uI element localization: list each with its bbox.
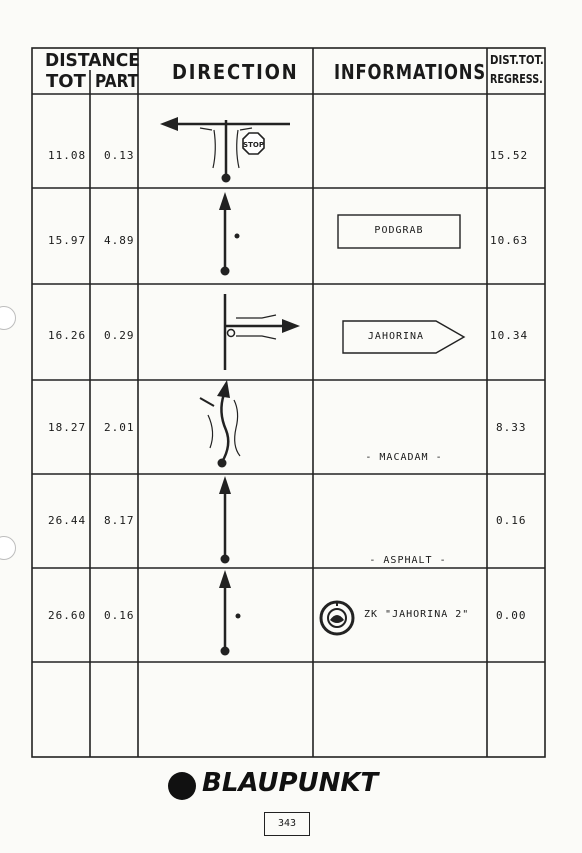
arrow-right-icon (282, 319, 300, 333)
header-part: PART (95, 71, 139, 92)
arrow-up-icon (219, 476, 231, 494)
header-distance: DISTANCE (45, 50, 140, 71)
row-5-tot: 26.44 (48, 514, 87, 527)
header-regress: REGRESS. (490, 72, 543, 86)
direction-diagram-row-4 (200, 380, 240, 468)
row-6-tot: 26.60 (48, 609, 87, 622)
landmark-dot (236, 614, 241, 619)
start-dot (221, 647, 230, 656)
header-dist-tot: DIST.TOT. (490, 53, 544, 67)
direction-diagram-row-1 (160, 117, 290, 183)
start-dot (221, 555, 230, 564)
row-4-part: 2.01 (104, 421, 135, 434)
row-3-part: 0.29 (104, 329, 135, 342)
row-5-regress: 0.16 (496, 514, 527, 527)
brand-name: BLAUPUNKT (202, 768, 379, 798)
page-number: 343 (264, 812, 310, 836)
landmark-dot (235, 234, 240, 239)
row-3-info: JAHORINA (367, 331, 425, 342)
direction-diagram-row-6 (219, 570, 241, 656)
row-2-info: PODGRAB (374, 225, 424, 236)
ski-center-icon (321, 601, 353, 634)
arrow-up-icon (219, 570, 231, 588)
arrow-left-icon (160, 117, 178, 131)
start-dot (218, 459, 227, 468)
header-direction: DIRECTION (172, 60, 299, 84)
row-5-part: 8.17 (104, 514, 135, 527)
row-1-regress: 15.52 (490, 149, 529, 162)
header-informations: INFORMATIONS (334, 60, 486, 84)
row-2-tot: 15.97 (48, 234, 87, 247)
row-2-regress: 10.63 (490, 234, 529, 247)
row-4-info: - MACADAM - (365, 452, 443, 463)
direction-diagram-row-2 (219, 192, 240, 276)
row-5-info: - ASPHALT - (369, 555, 447, 566)
direction-diagram-row-5 (219, 476, 231, 564)
row-2-part: 4.89 (104, 234, 135, 247)
brand-logo (168, 768, 408, 804)
row-4-regress: 8.33 (496, 421, 527, 434)
row-6-info: ZK "JAHORINA 2" (364, 609, 470, 620)
start-dot (222, 174, 231, 183)
arrow-up-icon (219, 192, 231, 210)
arrow-up-icon (217, 380, 230, 398)
row-3-tot: 16.26 (48, 329, 87, 342)
start-dot (221, 267, 230, 276)
row-1-part: 0.13 (104, 149, 135, 162)
row-1-tot: 11.08 (48, 149, 87, 162)
row-3-regress: 10.34 (490, 329, 529, 342)
row-6-part: 0.16 (104, 609, 135, 622)
svg-text:STOP: STOP (243, 141, 264, 149)
header-tot: TOT (46, 71, 86, 92)
start-dot (228, 330, 235, 337)
row-4-tot: 18.27 (48, 421, 87, 434)
direction-diagram-row-3 (225, 294, 300, 370)
brand-dot-icon (168, 772, 196, 800)
row-6-regress: 0.00 (496, 609, 527, 622)
